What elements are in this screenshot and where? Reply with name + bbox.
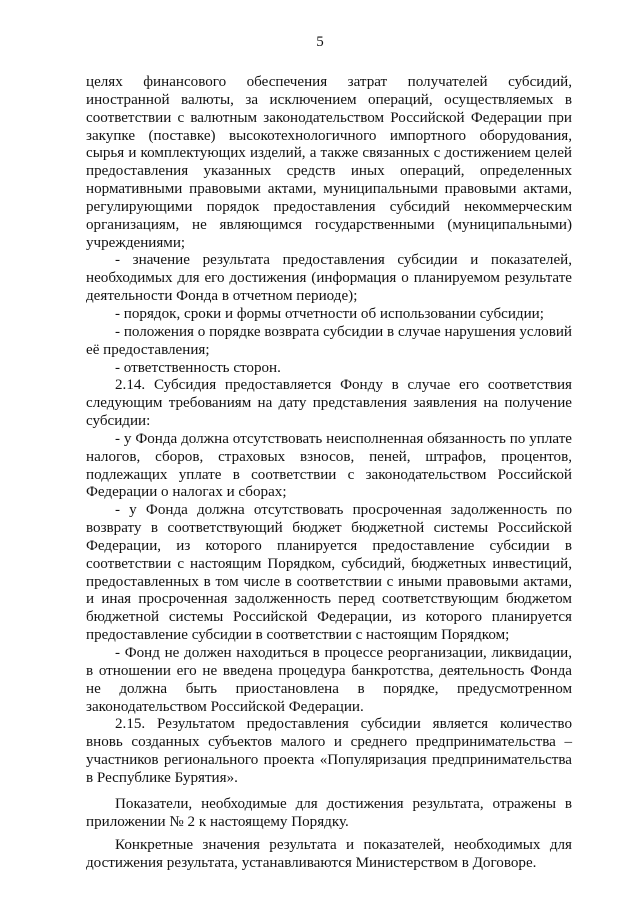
paragraph-indicators: Показатели, необходимые для достижения результата, отражены в приложении № 2 к настоящему Порядку.	[86, 795, 572, 830]
page-number: 5	[316, 34, 324, 50]
paragraph-2-15: 2.15. Результатом предоставления субсидии является количество вновь созданных субъектов малого и среднего предпринимательства – участников регионального проекта «Популяризация предпринимательства в Республике Бурятия».	[86, 716, 572, 786]
paragraph-specific-values: Конкретные значения результата и показателей, необходимых для достижения результата, устанавливаются Министерством в Договоре.	[86, 837, 572, 872]
list-item-responsibility: - ответственность сторон.	[115, 359, 281, 376]
list-item-reporting: - порядок, сроки и формы отчетности об использовании субсидии;	[115, 305, 544, 322]
list-item-no-tax-debt: - у Фонда должна отсутствовать неисполненная обязанность по уплате налогов, сборов, страховых взносов, пеней, штрафов, процентов, подлежащих уплате в соответствии с законодательством Российской Федерации о налогах и сборах;	[86, 430, 572, 501]
document-body	[86, 74, 572, 873]
list-item-no-reorganization: - Фонд не должен находиться в процессе реорганизации, ликвидации, в отношении его не введена процедура банкротства, деятельность Фонда не должна быть приостановлена в порядке, предусмотренном законодательством Российской Федерации.	[86, 645, 572, 715]
paragraph-subsidy-purposes-continued: целях финансового обеспечения затрат получателей субсидий, иностранной валюты, за исключением операций, осуществляемых в соответствии с валютным законодательством Российской Федерации при закупке (поставке) высокотехнологичного импортного оборудования, сырья и комплектующих изделий, а также связанных с достижением целей предоставления указанных средств иных операций, определенных нормативными правовыми актами, муниципальными правовыми актами, регулирующими порядок предоставления субсидий некоммерческим организациям, не являющимся государственными (муниципальными) учреждениями;	[86, 74, 572, 251]
list-item-result-value: - значение результата предоставления субсидии и показателей, необходимых для его достижения (информация о планируемом результате деятельности Фонда в отчетном периоде);	[86, 252, 572, 305]
list-item-no-overdue-debt: - у Фонда должна отсутствовать просроченная задолженность по возврату в соответствующий бюджет бюджетной системы Российской Федерации, из которого планируется предоставление субсидии в соответствии с настоящим Порядком, субсидий, бюджетных инвестиций, предоставленных в том числе в соответствии с иными правовыми актами, и иная просроченная задолженность перед соответствующим бюджетом бюджетной системы Российской Федерации, из которого планируется предоставление субсидии в соответствии с настоящим Порядком;	[86, 502, 572, 644]
list-item-refund-provisions: - положения о порядке возврата субсидии в случае нарушения условий её предоставления;	[86, 323, 572, 358]
paragraph-2-14: 2.14. Субсидия предоставляется Фонду в случае его соответствия следующим требованиям на дату представления заявления на получение субсидии:	[86, 377, 572, 430]
